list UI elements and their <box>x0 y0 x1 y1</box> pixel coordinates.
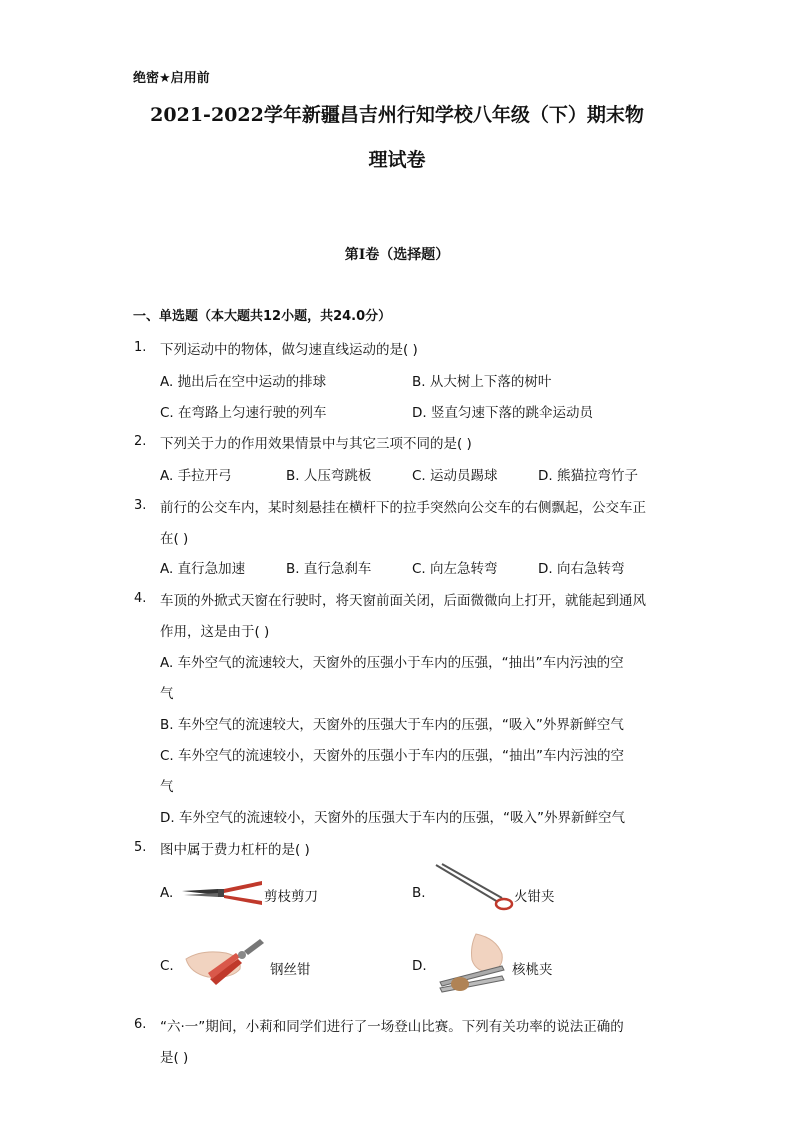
option-a-label: 剪枝剪刀 <box>264 889 318 905</box>
page-title-line2: 理试卷 <box>368 149 426 171</box>
fire-tongs-icon <box>432 862 514 912</box>
question-text-line2: 作用，这是由于( ) <box>160 624 270 640</box>
section-title: 一、单选题（本大题共12小题，共24.0分） <box>133 309 392 324</box>
option-b-label: 火钳夹 <box>514 889 555 905</box>
option-c: C. 向左急转弯 <box>412 561 498 577</box>
question-number: 3. <box>134 498 147 513</box>
option-d-label: 核桃夹 <box>512 962 553 978</box>
wire-pliers-icon <box>180 935 270 993</box>
option-a-continued: 气 <box>160 686 174 702</box>
question-text-line2: 在( ) <box>160 531 189 547</box>
pruning-shears-icon <box>180 875 264 911</box>
question-number: 5. <box>134 840 147 855</box>
option-d: D. 向右急转弯 <box>538 561 625 577</box>
option-b: B. 车外空气的流速较大，天窗外的压强大于车内的压强，“吸入”外界新鲜空气 <box>160 717 624 733</box>
nutcracker-icon <box>432 932 512 998</box>
option-c: C. 在弯路上匀速行驶的列车 <box>160 405 327 421</box>
option-a: A. 手拉开弓 <box>160 468 232 484</box>
option-d: D. 竖直匀速下落的跳伞运动员 <box>412 405 593 421</box>
option-b-letter: B. <box>412 885 426 901</box>
page-title-line1: 2021-2022学年新疆昌吉州行知学校八年级（下）期末物 <box>150 104 644 126</box>
option-c-continued: 气 <box>160 779 174 795</box>
option-b: B. 直行急刹车 <box>286 561 372 577</box>
question-text-line2: 是( ) <box>160 1050 189 1066</box>
question-number: 2. <box>134 434 147 449</box>
option-a: A. 车外空气的流速较大，天窗外的压强小于车内的压强，“抽出”车内污浊的空 <box>160 655 624 671</box>
question-number: 4. <box>134 591 147 606</box>
option-c: C. 运动员踢球 <box>412 468 498 484</box>
option-d: D. 车外空气的流速较小，天窗外的压强大于车内的压强，“吸入”外界新鲜空气 <box>160 810 625 826</box>
secret-label: 绝密★启用前 <box>133 71 210 86</box>
option-c-letter: C. <box>160 958 174 974</box>
option-c: C. 车外空气的流速较小，天窗外的压强小于车内的压强，“抽出”车内污浊的空 <box>160 748 624 764</box>
question-text-line1: 车顶的外掀式天窗在行驶时，将天窗前面关闭，后面微微向上打开，就能起到通风 <box>160 593 646 609</box>
question-text-line1: 前行的公交车内，某时刻悬挂在横杆下的拉手突然向公交车的右侧飘起，公交车正 <box>160 500 646 516</box>
option-b: B. 从大树上下落的树叶 <box>412 374 552 390</box>
question-text: 下列运动中的物体，做匀速直线运动的是( ) <box>160 342 418 358</box>
option-a: A. 直行急加速 <box>160 561 246 577</box>
question-text: 图中属于费力杠杆的是( ) <box>160 842 310 858</box>
volume-title: 第I卷（选择题） <box>344 247 450 263</box>
option-a-letter: A. <box>160 885 174 901</box>
option-c-label: 钢丝钳 <box>270 962 311 978</box>
question-text-line1: “六·一”期间，小莉和同学们进行了一场登山比赛。下列有关功率的说法正确的 <box>160 1019 624 1035</box>
question-text: 下列关于力的作用效果情景中与其它三项不同的是( ) <box>160 436 472 452</box>
question-number: 6. <box>134 1017 147 1032</box>
option-a: A. 抛出后在空中运动的排球 <box>160 374 327 390</box>
option-b: B. 人压弯跳板 <box>286 468 372 484</box>
option-d: D. 熊猫拉弯竹子 <box>538 468 638 484</box>
option-d-letter: D. <box>412 958 427 974</box>
question-number: 1. <box>134 340 147 355</box>
